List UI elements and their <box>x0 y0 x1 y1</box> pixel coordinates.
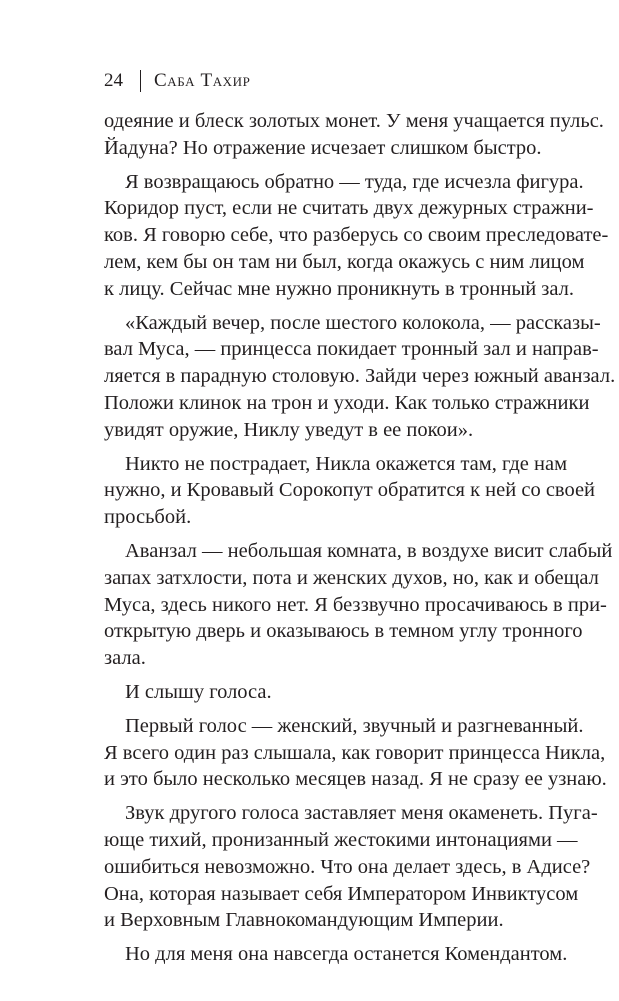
running-title: Саба Тахир <box>154 70 251 91</box>
text-line: ошибиться невозможно. Что она делает здесь, в Адисе? <box>104 855 591 878</box>
text-line: нужно, и Кровавый Сорокопут обратится к ней со своей <box>104 479 596 502</box>
text-line: и это было несколько месяцев назад. Я не сразу ее узнаю. <box>104 768 607 791</box>
text-line: Я всего один раз слышала, как говорит принцесса Никла, <box>104 741 606 764</box>
text-body <box>104 108 616 968</box>
paragraph <box>104 538 613 672</box>
text-line: Я возвращаюсь обратно — туда, где исчезла фигура. <box>125 170 584 193</box>
text-line: «Каждый вечер, после шестого колокола, — рассказы- <box>125 311 601 334</box>
paragraph <box>104 941 568 968</box>
text-line: Муса, здесь никого нет. Я беззвучно просачиваюсь в при- <box>104 593 607 616</box>
text-line: Йадуна? Но отражение исчезает слишком быстро. <box>104 136 542 159</box>
text-line: Коридор пуст, если не считать двух дежурных стражни- <box>104 197 594 220</box>
text-line: к лицу. Сейчас мне нужно проникнуть в тронный зал. <box>104 277 575 300</box>
text-line: И слышу голоса. <box>125 680 272 703</box>
paragraph <box>104 310 616 444</box>
paragraph <box>104 451 596 531</box>
text-line: Положи клинок на трон и уходи. Как только стражники <box>104 391 590 414</box>
text-line: вал Муса, — принцесса покидает тронный зал и направ- <box>104 338 599 361</box>
page-number: 24 <box>104 70 123 91</box>
text-line: запах затхлости, пота и женских духов, но, как и обещал <box>104 566 599 589</box>
paragraph <box>104 713 607 793</box>
text-line: увидят оружие, Никлу уведут в ее покои». <box>104 418 474 441</box>
text-line: Но для меня она навсегда останется Комендантом. <box>125 943 568 966</box>
text-line: Аванзал — небольшая комната, в воздухе висит слабый <box>125 539 613 562</box>
paragraph <box>104 108 604 162</box>
paragraph <box>104 169 609 303</box>
text-line: одеяние и блеск золотых монет. У меня учащается пульс. <box>104 110 604 132</box>
running-header <box>104 68 251 94</box>
text-line: открытую дверь и оказываюсь в темном углу тронного <box>104 620 583 643</box>
paragraph <box>104 800 598 934</box>
text-line: лем, кем бы он там ни был, когда окажусь с ним лицом <box>104 250 585 273</box>
text-line: юще тихий, пронизанный жестокими интонациями — <box>104 828 578 851</box>
text-line: Никто не пострадает, Никла окажется там, где нам <box>125 452 568 475</box>
text-line: Она, которая называет себя Императором Инвиктусом <box>104 882 579 905</box>
text-line: зала. <box>104 647 146 670</box>
text-line: ляется в парадную столовую. Зайди через южный аванзал. <box>104 365 616 388</box>
text-line: Звук другого голоса заставляет меня окаменеть. Пуга- <box>125 802 598 825</box>
text-line: Первый голос — женский, звучный и разгневанный. <box>125 714 584 737</box>
paragraph <box>104 679 536 706</box>
header-divider <box>140 70 141 92</box>
text-line: просьбой. <box>104 506 192 529</box>
text-line: и Верховным Главнокомандующим Империи. <box>104 909 504 932</box>
text-line: ков. Я говорю себе, что разберусь со своим преследовате- <box>104 224 609 247</box>
